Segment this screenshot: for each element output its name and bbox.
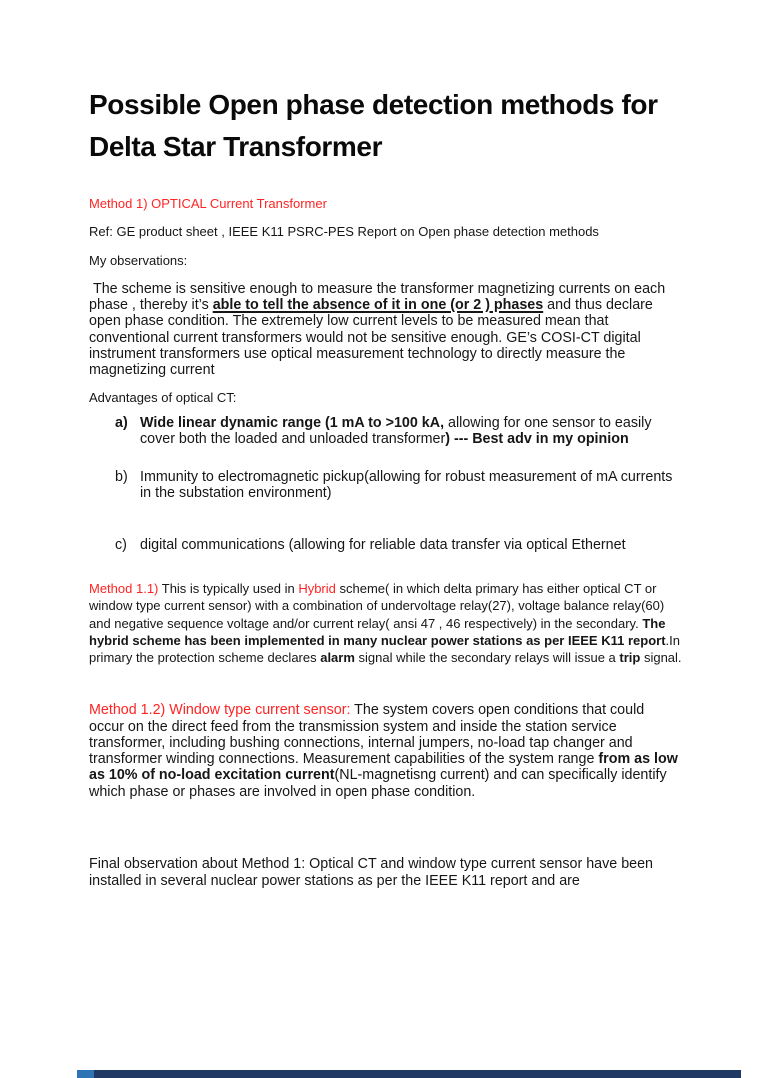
text-run: signal. bbox=[640, 650, 682, 666]
observations-paragraph bbox=[89, 281, 682, 378]
doc-title-line2: Delta Star Transformer bbox=[89, 131, 383, 162]
text-run: The hybrid scheme has been implemented in many nuclear power stations as per IEEE K11 report bbox=[89, 615, 670, 648]
text-run: trip bbox=[619, 650, 641, 666]
method12-paragraph bbox=[89, 702, 682, 800]
advantages-list bbox=[89, 415, 682, 553]
text-run: digital communications (allowing for reliable data transfer via optical Ethernet bbox=[140, 537, 626, 554]
method11-paragraph bbox=[89, 580, 682, 666]
list-item-text bbox=[140, 537, 682, 553]
text-run: Hybrid bbox=[298, 581, 336, 597]
text-run: scheme( in which delta primary has either optical CT or window type current sensor) with a combination of undervoltage relay(27), voltage balance relay(60) and negative sequence voltage and/or current relay( ansi 47 , 46 respectively) in the secondary. bbox=[89, 581, 668, 631]
text-run: Wide linear dynamic range (1 mA to >100 kA, bbox=[140, 415, 445, 432]
text-run: The system covers open conditions that could occur on the direct feed from the transmission system and inside the station service transformer, including bushing connections, internal jumpers, no-load tap changer and transformer winding connections. Measurement capabilities of the system range bbox=[89, 702, 649, 768]
text-run: .In primary the protection scheme declares bbox=[89, 632, 684, 666]
text-run: signal while the secondary relays will issue a bbox=[354, 650, 620, 666]
table-corner-cell bbox=[77, 1070, 94, 1078]
text-run: allowing for one sensor to easily cover both the loaded and unloaded transformer bbox=[140, 415, 656, 448]
document-page bbox=[0, 84, 768, 1078]
text-run: This is typically used in bbox=[158, 581, 299, 597]
text-run: Immunity to electromagnetic pickup(allowing for robust measurement of mA currents in the substation environment) bbox=[140, 468, 677, 501]
observations-label: My observations: bbox=[89, 253, 188, 268]
text-run: Method 1.2) Window type current sensor: bbox=[89, 702, 351, 719]
list-item-b bbox=[89, 469, 682, 501]
text-run: alarm bbox=[320, 650, 355, 666]
list-marker: a) bbox=[115, 415, 128, 432]
list-item-c bbox=[89, 537, 682, 553]
text-run: able to tell the absence of it in one (or 2 ) phases bbox=[212, 297, 544, 314]
list-marker: b) bbox=[115, 468, 128, 485]
method1-heading: Method 1) OPTICAL Current Transformer bbox=[89, 196, 327, 211]
final-observation-paragraph: Final observation about Method 1: Optical CT and window type current sensor have been installed in several nuclear power stations as per the IEEE K11 report and are bbox=[89, 856, 657, 890]
list-marker: c) bbox=[115, 537, 127, 554]
document-content bbox=[0, 84, 768, 891]
list-item-text bbox=[140, 415, 682, 447]
list-item-text bbox=[140, 469, 682, 501]
text-run: ) --- Best adv in my opinion bbox=[445, 431, 629, 448]
doc-title-line1: Possible Open phase detection methods for bbox=[89, 89, 658, 120]
text-run: The scheme is sensitive enough to measure the transformer magnetizing currents on each phase , thereby it’s bbox=[89, 281, 670, 314]
text-run: and thus declare open phase condition. The extremely low current levels to be measured mean that conventional current transformers would not be sensitive enough. GE’s COSI-CT digital instrument transformers use optical measurement technology to directly measure the magnetizing current bbox=[89, 297, 657, 379]
text-run: from as low as 10% of no-load excitation current bbox=[89, 751, 682, 784]
list-item-a bbox=[89, 415, 682, 447]
reference-line: Ref: GE product sheet , IEEE K11 PSRC-PES Report on Open phase detection methods bbox=[89, 224, 599, 239]
text-run: (NL-magnetisng current) and can specifically identify which phase or phases are involved in open phase condition. bbox=[89, 767, 671, 800]
text-run: Method 1.1) bbox=[89, 581, 159, 597]
advantages-label: Advantages of optical CT: bbox=[89, 390, 237, 406]
doc-title bbox=[89, 84, 682, 168]
next-page-table-top-edge bbox=[77, 1070, 741, 1078]
